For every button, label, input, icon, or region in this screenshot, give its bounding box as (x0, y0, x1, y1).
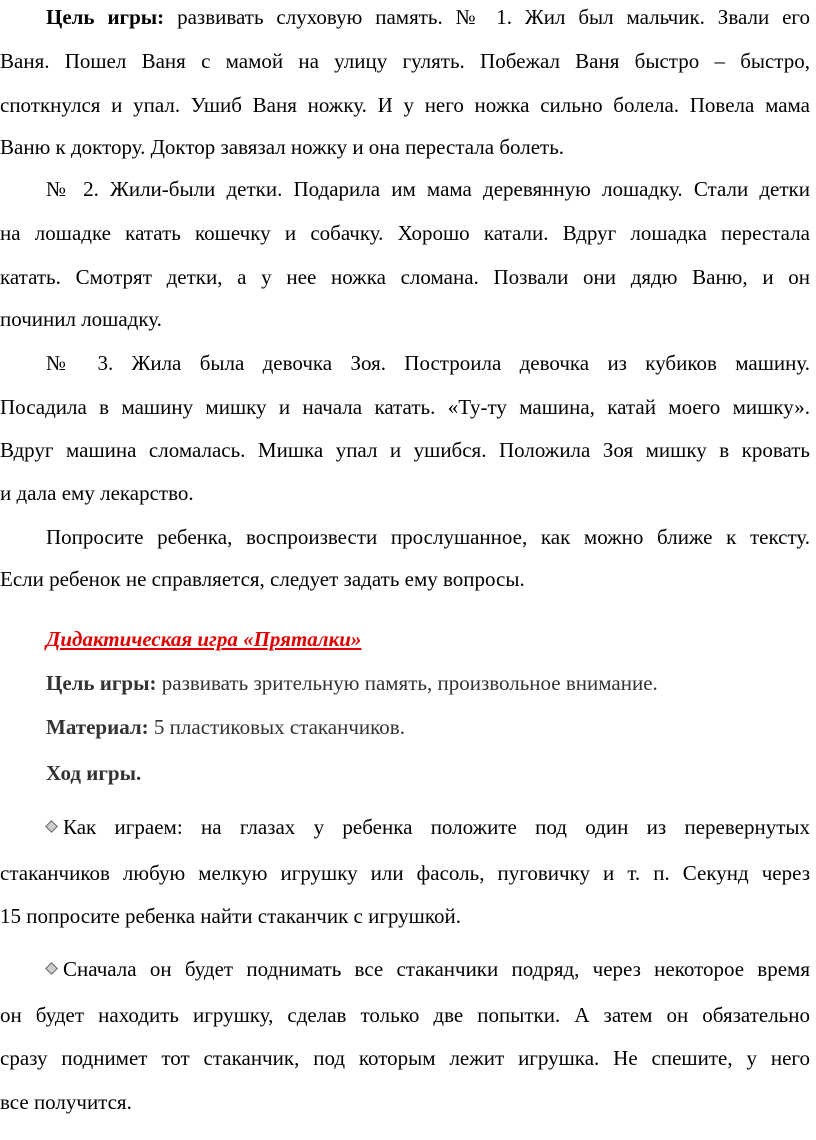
story3-line-1: № 3. Жила была девочка Зоя. Построила девочка из кубиков машину. (46, 351, 810, 375)
game2-procedure-label: Ход игры. (46, 761, 142, 785)
game2-goal (46, 670, 810, 696)
bullet2-line-1 (46, 956, 810, 982)
story3-line-2: Посадила в машину мишку и начала катать. «Ту-ту машина, катай моего мишку». (0, 395, 810, 419)
story1-line-1: Ваня. Пошел Ваня с мамой на улицу гулять. Побежал Ваня быстро – быстро, (0, 49, 810, 73)
story1-line-2: споткнулся и упал. Ушиб Ваня ножку. И у него ножка сильно болела. Повела мама (0, 93, 810, 117)
bullet2-line-1-text: Сначала он будет поднимать все стаканчики подряд, через некоторое время (63, 957, 810, 981)
goal1-line (46, 4, 810, 30)
bullet1-line-3: 15 попросите ребенка найти стаканчик с игрушкой. (0, 904, 461, 928)
bullet1-line-1 (46, 814, 810, 840)
game2-material-label: Материал: (46, 715, 149, 739)
diamond-bullet-icon (46, 963, 57, 974)
bullet2-line-2: он будет находить игрушку, сделав только две попытки. А затем он обязательно (0, 1003, 810, 1027)
story2-line-3: катать. Смотрят детки, а у нее ножка сломана. Позвали они дядю Ваню, и он (0, 265, 810, 289)
instruction-line-1: Попросите ребенка, воспроизвести прослушанное, как можно ближе к тексту. (46, 525, 810, 549)
game2-goal-text: развивать зрительную память, произвольное внимание. (161, 671, 658, 695)
bullet2-line-3: сразу поднимет тот стаканчик, под которым лежит игрушка. Не спешите, у него (0, 1046, 810, 1070)
story2-line-2: на лошадке катать кошечку и собачку. Хорошо катали. Вдруг лошадка перестала (0, 221, 810, 245)
story3-line-4: и дала ему лекарство. (0, 481, 194, 505)
story1-line-3: Ваню к доктору. Доктор завязал ножку и она перестала болеть. (0, 135, 565, 159)
game2-title: Дидактическая игра «Пряталки» (46, 627, 362, 651)
game2-material-text: 5 пластиковых стаканчиков. (153, 715, 405, 739)
goal1-line1-text: развивать слуховую память. № 1. Жил был мальчик. Звали его (177, 5, 811, 29)
game2-goal-label: Цель игры: (46, 671, 157, 695)
bullet2-line-4: все получится. (0, 1090, 132, 1114)
bullet1-line-2: стаканчиков любую мелкую игрушку или фасоль, пуговичку и т. п. Секунд через (0, 861, 810, 885)
instruction-line-2: Если ребенок не справляется, следует задать ему вопросы. (0, 567, 525, 591)
diamond-bullet-icon (46, 821, 57, 832)
story2-line-4: починил лошадку. (0, 307, 162, 331)
goal1-label: Цель игры: (46, 5, 165, 29)
game2-material (46, 714, 810, 740)
story2-line-1: № 2. Жили-были детки. Подарила им мама деревянную лошадку. Стали детки (46, 177, 810, 201)
bullet1-line-1-text: Как играем: на глазах у ребенка положите под один из перевернутых (63, 815, 810, 839)
story3-line-3: Вдруг машина сломалась. Мишка упал и ушибся. Положила Зоя мишку в кровать (0, 438, 810, 462)
